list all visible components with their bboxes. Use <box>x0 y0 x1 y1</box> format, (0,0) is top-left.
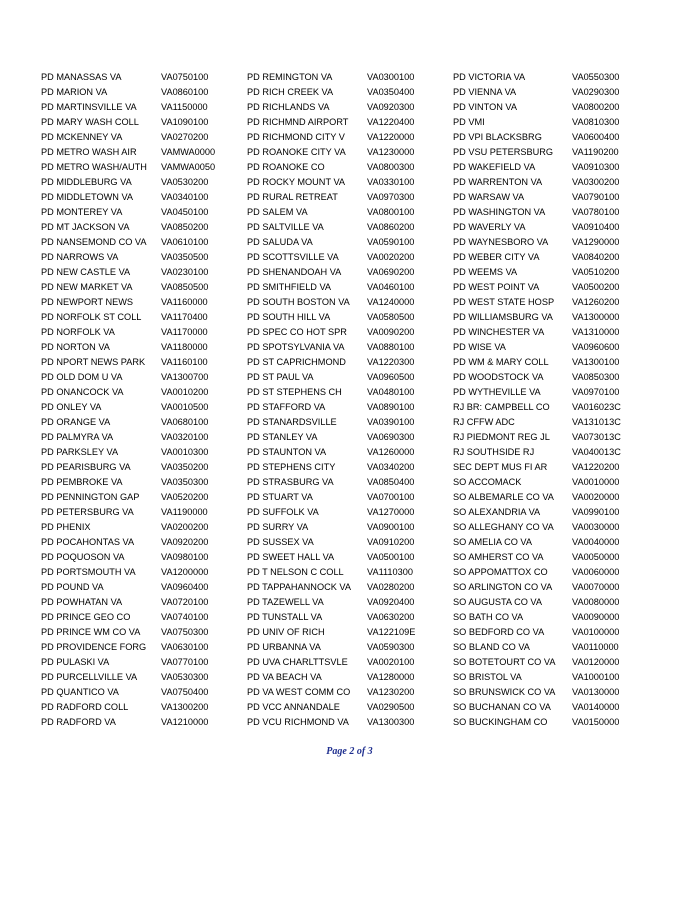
agency-name: PD WM & MARY COLL <box>453 357 549 367</box>
agency-name: PD UVA CHARLTTSVLE <box>247 657 348 667</box>
agency-code: VA0920300 <box>367 102 415 112</box>
agency-code: VA0320100 <box>161 432 209 442</box>
agency-name: SO BEDFORD CO VA <box>453 627 545 637</box>
agency-code: VA1230000 <box>367 147 415 157</box>
agency-name: PD RICH CREEK VA <box>247 87 334 97</box>
agency-code: VA1300000 <box>572 312 620 322</box>
agency-name: SO BUCHANAN CO VA <box>453 702 551 712</box>
agency-code: VA0030000 <box>572 522 620 532</box>
agency-name: PD POQUOSON VA <box>41 552 125 562</box>
agency-name: PD PROVIDENCE FORG <box>41 642 147 652</box>
agency-name: PD ONLEY VA <box>41 402 102 412</box>
agency-name: PD WAVERLY VA <box>453 222 526 232</box>
agency-name: PD NEW MARKET VA <box>41 282 133 292</box>
agency-name: PD MARTINSVILLE VA <box>41 102 137 112</box>
agency-code: VA0630200 <box>367 612 415 622</box>
agency-code: VA1290000 <box>572 237 620 247</box>
agency-name: SO ARLINGTON CO VA <box>453 582 553 592</box>
agency-name: PD ORANGE VA <box>41 417 111 427</box>
agency-name: PD RURAL RETREAT <box>247 192 338 202</box>
agency-code: VA0350500 <box>161 252 209 262</box>
agency-code: VA0050000 <box>572 552 620 562</box>
agency-code: VA0800100 <box>367 207 415 217</box>
agency-code: VA0860100 <box>161 87 209 97</box>
agency-code: VA0700100 <box>367 492 415 502</box>
agency-code: VA0230100 <box>161 267 209 277</box>
agency-code: VA0630100 <box>161 642 209 652</box>
agency-code: VA1160000 <box>161 297 208 307</box>
agency-name: PD PEMBROKE VA <box>41 477 123 487</box>
agency-name: PD VPI BLACKSBRG <box>453 132 542 142</box>
agency-name: PD SALEM VA <box>247 207 308 217</box>
agency-code: VA0110000 <box>572 642 619 652</box>
agency-code: VA0960600 <box>572 342 620 352</box>
agency-name: PD MARION VA <box>41 87 108 97</box>
agency-name: PD QUANTICO VA <box>41 687 119 697</box>
agency-name: PD VA WEST COMM CO <box>247 687 351 697</box>
agency-name: PD MANASSAS VA <box>41 72 122 82</box>
agency-name: PD SUFFOLK VA <box>247 507 319 517</box>
agency-name: PD STAFFORD VA <box>247 402 326 412</box>
agency-name: PD MARY WASH COLL <box>41 117 139 127</box>
agency-name: PD METRO WASH/AUTH <box>41 162 147 172</box>
agency-code: VA0100000 <box>572 627 620 637</box>
agency-name: PD MONTEREY VA <box>41 207 123 217</box>
agency-code: VA0860200 <box>367 222 415 232</box>
agency-code: VA0120000 <box>572 657 620 667</box>
agency-code: VA0910200 <box>367 537 415 547</box>
agency-code: VA0200200 <box>161 522 209 532</box>
agency-name: PD WAYNESBORO VA <box>453 237 549 247</box>
agency-name: PD NORFOLK ST COLL <box>41 312 142 322</box>
agency-code: VA131013C <box>572 417 621 427</box>
agency-code: VA1150000 <box>161 102 208 112</box>
agency-name: PD NEWPORT NEWS <box>41 297 134 307</box>
agency-name: PD VIENNA VA <box>453 87 517 97</box>
agency-code: VA0060000 <box>572 567 620 577</box>
agency-name: SO ALLEGHANY CO VA <box>453 522 554 532</box>
agency-name: PD WARRENTON VA <box>453 177 543 187</box>
agency-name: PD SPEC CO HOT SPR <box>247 327 347 337</box>
agency-name: PD WOODSTOCK VA <box>453 372 544 382</box>
agency-code: VA0130000 <box>572 687 620 697</box>
agency-name: PD SOUTH HILL VA <box>247 312 331 322</box>
agency-code: VA1190200 <box>572 147 619 157</box>
agency-name: PD TAZEWELL VA <box>247 597 324 607</box>
agency-name: PD SURRY VA <box>247 522 309 532</box>
agency-name: PD RICHMND AIRPORT <box>247 117 349 127</box>
agency-code: VA0010500 <box>161 402 209 412</box>
agency-name: PD NORFOLK VA <box>41 327 115 337</box>
agency-code: VA0500100 <box>367 552 415 562</box>
agency-name: SO AMELIA CO VA <box>453 537 532 547</box>
agency-code: VA1280000 <box>367 672 415 682</box>
agency-code: VA0340200 <box>367 462 415 472</box>
agency-name: SO BRUNSWICK CO VA <box>453 687 556 697</box>
agency-code: VA0040000 <box>572 537 620 547</box>
agency-code: VAMWA0000 <box>161 147 216 157</box>
agency-code: VA1220200 <box>572 462 620 472</box>
agency-code: VA0850500 <box>161 282 209 292</box>
agency-code: VA1220000 <box>367 132 415 142</box>
agency-name: PD POCAHONTAS VA <box>41 537 135 547</box>
agency-code: VA1260000 <box>367 447 415 457</box>
agency-name: PD MIDDLETOWN VA <box>41 192 134 202</box>
agency-code: VA1300300 <box>367 717 415 727</box>
agency-name: PD PHENIX <box>41 522 91 532</box>
agency-name: PD VINTON VA <box>453 102 517 112</box>
agency-code: VA0600400 <box>572 132 620 142</box>
agency-code: VA0750300 <box>161 627 209 637</box>
agency-code: VA0350400 <box>367 87 415 97</box>
agency-code: VA1090100 <box>161 117 209 127</box>
agency-code: VA0480100 <box>367 387 415 397</box>
agency-name: PD PEARISBURG VA <box>41 462 131 472</box>
agency-code: VA1180000 <box>161 342 208 352</box>
agency-code: VA1300700 <box>161 372 209 382</box>
agency-code: VA0850400 <box>367 477 415 487</box>
agency-code: VA0840200 <box>572 252 620 262</box>
agency-code: VA0280200 <box>367 582 415 592</box>
agency-name: PD ST CAPRICHMOND <box>247 357 346 367</box>
agency-code: VA1210000 <box>161 717 209 727</box>
agency-name: PD ROCKY MOUNT VA <box>247 177 346 187</box>
agency-name: SO ALEXANDRIA VA <box>453 507 541 517</box>
agency-code: VA0530200 <box>161 177 209 187</box>
agency-code: VA0970300 <box>367 192 415 202</box>
agency-name: SO BRISTOL VA <box>453 672 522 682</box>
agency-code: VA0520200 <box>161 492 209 502</box>
agency-code: VA0020200 <box>367 252 415 262</box>
agency-name: PD PRINCE WM CO VA <box>41 627 141 637</box>
agency-code: VA0850200 <box>161 222 209 232</box>
agency-code: VA0910400 <box>572 222 620 232</box>
agency-name: PD T NELSON C COLL <box>247 567 344 577</box>
agency-name: RJ CFFW ADC <box>453 417 515 427</box>
agency-code: VA0720100 <box>161 597 209 607</box>
agency-name: PD VMI <box>453 117 485 127</box>
agency-code: VA0800200 <box>572 102 620 112</box>
agency-code: VAMWA0050 <box>161 162 216 172</box>
agency-code: VA0990100 <box>572 507 620 517</box>
agency-code: VA0010000 <box>572 477 620 487</box>
agency-code: VA0680100 <box>161 417 209 427</box>
agency-code: VA0290300 <box>572 87 620 97</box>
agency-code: VA0880100 <box>367 342 415 352</box>
agency-name: PD ROANOKE CO <box>247 162 325 172</box>
agency-name: PD POWHATAN VA <box>41 597 123 607</box>
agency-code: VA0970100 <box>572 387 620 397</box>
agency-name: SO ACCOMACK <box>453 477 522 487</box>
agency-name: PD WAKEFIELD VA <box>453 162 536 172</box>
agency-name: PD SOUTH BOSTON VA <box>247 297 350 307</box>
agency-code: VA073013C <box>572 432 621 442</box>
agency-code: VA0390100 <box>367 417 415 427</box>
agency-code: VA0530300 <box>161 672 209 682</box>
agency-name: PD VSU PETERSBURG <box>453 147 554 157</box>
agency-code: VA0780100 <box>572 207 620 217</box>
agency-name: PD SALUDA VA <box>247 237 313 247</box>
agency-code: VA1220400 <box>367 117 415 127</box>
agency-name: PD ST STEPHENS CH <box>247 387 342 397</box>
agency-name: PD VA BEACH VA <box>247 672 322 682</box>
agency-code: VA122109E <box>367 627 416 637</box>
agency-name: PD NARROWS VA <box>41 252 119 262</box>
agency-code: VA0580500 <box>367 312 415 322</box>
agency-name: RJ PIEDMONT REG JL <box>453 432 550 442</box>
agency-name: PD SALTVILLE VA <box>247 222 324 232</box>
agency-name: PD WEBER CITY VA <box>453 252 540 262</box>
agency-name: PD NANSEMOND CO VA <box>41 237 147 247</box>
agency-name: PD SMITHFIELD VA <box>247 282 332 292</box>
agency-code: VA1170000 <box>161 327 208 337</box>
agency-code: VA1220300 <box>367 357 415 367</box>
agency-name: PD RICHLANDS VA <box>247 102 330 112</box>
agency-code: VA0770100 <box>161 657 209 667</box>
agency-code: VA1300100 <box>572 357 620 367</box>
agency-name: PD RICHMOND CITY V <box>247 132 345 142</box>
agency-name: PD NEW CASTLE VA <box>41 267 131 277</box>
agency-code: VA0090000 <box>572 612 620 622</box>
agency-code: VA0300100 <box>367 72 415 82</box>
agency-code: VA0350300 <box>161 477 209 487</box>
agency-name: PD STANARDSVILLE <box>247 417 337 427</box>
agency-name: PD SPOTSYLVANIA VA <box>247 342 345 352</box>
agency-name: PD PARKSLEY VA <box>41 447 119 457</box>
agency-code: VA1200000 <box>161 567 209 577</box>
agency-name: SO AUGUSTA CO VA <box>453 597 543 607</box>
agency-code: VA0920200 <box>161 537 209 547</box>
agency-name: PD POUND VA <box>41 582 104 592</box>
agency-code: VA0350200 <box>161 462 209 472</box>
agency-code: VA0500200 <box>572 282 620 292</box>
agency-name: PD WARSAW VA <box>453 192 525 202</box>
agency-code: VA1170400 <box>161 312 208 322</box>
agency-name: SO BLAND CO VA <box>453 642 530 652</box>
agency-name: PD RADFORD COLL <box>41 702 129 712</box>
agency-name: PD PETERSBURG VA <box>41 507 134 517</box>
agency-code: VA0960500 <box>367 372 415 382</box>
agency-name: PD ST PAUL VA <box>247 372 314 382</box>
agency-name: PD PALMYRA VA <box>41 432 114 442</box>
agency-name: PD VCU RICHMOND VA <box>247 717 349 727</box>
agency-code: VA0270200 <box>161 132 209 142</box>
agency-code: VA0920400 <box>367 597 415 607</box>
agency-name: PD WYTHEVILLE VA <box>453 387 541 397</box>
agency-code: VA0810300 <box>572 117 620 127</box>
agency-code: VA0020100 <box>367 657 415 667</box>
agency-name: PD METRO WASH AIR <box>41 147 137 157</box>
agency-code: VA0300200 <box>572 177 620 187</box>
agency-name: SEC DEPT MUS FI AR <box>453 462 548 472</box>
agency-name: PD WEST STATE HOSP <box>453 297 555 307</box>
agency-code: VA0140000 <box>572 702 620 712</box>
agency-code: VA1300200 <box>161 702 209 712</box>
agency-name: PD WEEMS VA <box>453 267 518 277</box>
agency-name: PD WILLIAMSBURG VA <box>453 312 553 322</box>
agency-code: VA1240000 <box>367 297 415 307</box>
agency-name: PD SWEET HALL VA <box>247 552 335 562</box>
agency-name: PD MT JACKSON VA <box>41 222 130 232</box>
agency-name: PD STANLEY VA <box>247 432 318 442</box>
agency-name: PD WISE VA <box>453 342 506 352</box>
agency-name: PD WINCHESTER VA <box>453 327 545 337</box>
agency-code: VA0590300 <box>367 642 415 652</box>
agency-code: VA0910300 <box>572 162 620 172</box>
agency-code: VA1160100 <box>161 357 208 367</box>
agency-code: VA0070000 <box>572 582 620 592</box>
agency-code: VA0900100 <box>367 522 415 532</box>
agency-code: VA0330100 <box>367 177 415 187</box>
agency-code: VA0010300 <box>161 447 209 457</box>
agency-name: SO AMHERST CO VA <box>453 552 544 562</box>
agency-code: VA0980100 <box>161 552 209 562</box>
agency-name: PD NPORT NEWS PARK <box>41 357 146 367</box>
agency-code: VA0340100 <box>161 192 209 202</box>
agency-code: VA0750100 <box>161 72 209 82</box>
agency-code: VA0960400 <box>161 582 209 592</box>
agency-code: VA0550300 <box>572 72 620 82</box>
agency-code: VA1260200 <box>572 297 620 307</box>
agency-name: PD PRINCE GEO CO <box>41 612 131 622</box>
agency-code: VA0850300 <box>572 372 620 382</box>
agency-name: PD PORTSMOUTH VA <box>41 567 136 577</box>
agency-name: PD SCOTTSVILLE VA <box>247 252 339 262</box>
agency-code: VA0460100 <box>367 282 415 292</box>
agency-name: PD TUNSTALL VA <box>247 612 323 622</box>
agency-name: PD STUART VA <box>247 492 313 502</box>
page-number: Page 2 of 3 <box>326 746 373 757</box>
agency-name: PD REMINGTON VA <box>247 72 333 82</box>
agency-code: VA0690300 <box>367 432 415 442</box>
agency-code: VA1110300 <box>367 567 413 577</box>
agency-code: VA0800300 <box>367 162 415 172</box>
agency-code: VA0740100 <box>161 612 209 622</box>
agency-code: VA0610100 <box>161 237 209 247</box>
agency-code: VA0590100 <box>367 237 415 247</box>
agency-code: VA040013C <box>572 447 621 457</box>
agency-name: PD PURCELLVILLE VA <box>41 672 138 682</box>
agency-name: PD ROANOKE CITY VA <box>247 147 346 157</box>
agency-name: PD MIDDLEBURG VA <box>41 177 132 187</box>
agency-code: VA1310000 <box>572 327 620 337</box>
agency-code: VA1270000 <box>367 507 415 517</box>
agency-code: VA0690200 <box>367 267 415 277</box>
agency-code: VA0290500 <box>367 702 415 712</box>
agency-name: SO BATH CO VA <box>453 612 524 622</box>
agency-name: PD VICTORIA VA <box>453 72 526 82</box>
agency-name: PD SUSSEX VA <box>247 537 314 547</box>
agency-code: VA0510200 <box>572 267 620 277</box>
agency-name: PD OLD DOM U VA <box>41 372 123 382</box>
agency-code: VA0010200 <box>161 387 209 397</box>
agency-name: PD STRASBURG VA <box>247 477 334 487</box>
agency-code: VA1000100 <box>572 672 620 682</box>
agency-name: PD ONANCOCK VA <box>41 387 124 397</box>
agency-name: PD PULASKI VA <box>41 657 110 667</box>
agency-name: PD TAPPAHANNOCK VA <box>247 582 351 592</box>
agency-code: VA1190000 <box>161 507 208 517</box>
agency-name: RJ SOUTHSIDE RJ <box>453 447 535 457</box>
agency-code: VA0080000 <box>572 597 620 607</box>
agency-code: VA0020000 <box>572 492 620 502</box>
agency-code: VA0790100 <box>572 192 620 202</box>
agency-code: VA0150000 <box>572 717 620 727</box>
agency-name: SO ALBEMARLE CO VA <box>453 492 554 502</box>
agency-name: PD MCKENNEY VA <box>41 132 123 142</box>
agency-name: SO BUCKINGHAM CO <box>453 717 548 727</box>
agency-name: PD UNIV OF RICH <box>247 627 325 637</box>
agency-name: PD WASHINGTON VA <box>453 207 546 217</box>
agency-name: PD VCC ANNANDALE <box>247 702 340 712</box>
agency-name: SO APPOMATTOX CO <box>453 567 548 577</box>
agency-name: PD WEST POINT VA <box>453 282 540 292</box>
agency-code: VA016023C <box>572 402 621 412</box>
agency-name: PD SHENANDOAH VA <box>247 267 342 277</box>
agency-code: VA0890100 <box>367 402 415 412</box>
agency-code: VA0450100 <box>161 207 209 217</box>
agency-code: VA0750400 <box>161 687 209 697</box>
agency-name: PD STEPHENS CITY <box>247 462 336 472</box>
agency-name: PD PENNINGTON GAP <box>41 492 140 502</box>
agency-name: PD STAUNTON VA <box>247 447 327 457</box>
agency-name: RJ BR: CAMPBELL CO <box>453 402 550 412</box>
agency-code: VA0090200 <box>367 327 415 337</box>
agency-name: SO BOTETOURT CO VA <box>453 657 556 667</box>
agency-name: PD RADFORD VA <box>41 717 116 727</box>
agency-code: VA1230200 <box>367 687 415 697</box>
agency-name: PD URBANNA VA <box>247 642 321 652</box>
agency-name: PD NORTON VA <box>41 342 110 352</box>
